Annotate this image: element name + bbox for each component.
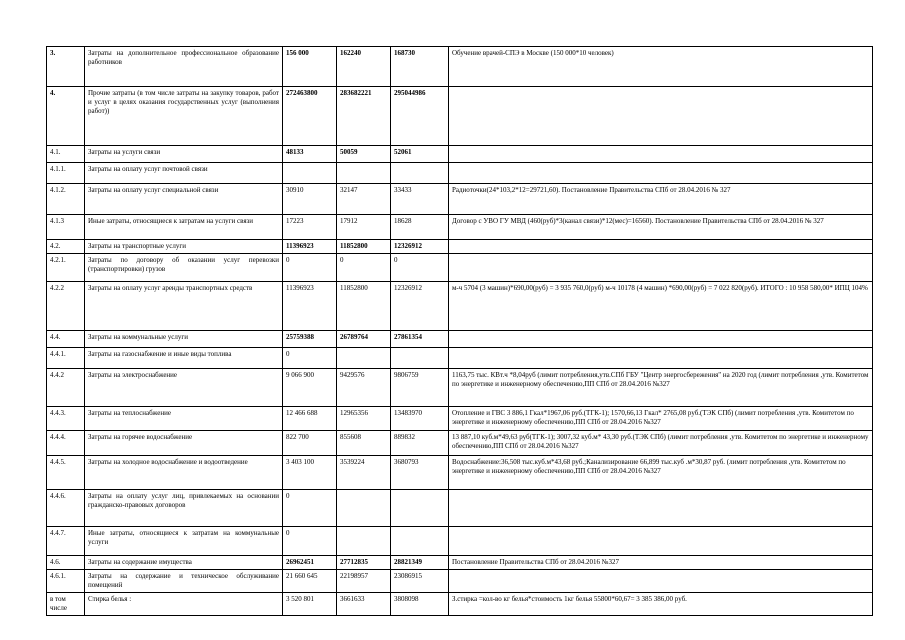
row-value-2: 162240: [337, 47, 391, 87]
row-code: 4.4.5.: [47, 456, 85, 490]
row-code: 4.4.4.: [47, 431, 85, 456]
row-value-3: 13483970: [391, 407, 449, 431]
row-note: 1163,75 тыс. КВт.ч *8,04руб (лимит потребления,утв.СПб ГБУ "Центр энергосбережения" на 2020 год (лимит потребления ,утв. Комитетом по энергетике и инженерному обеспечению,ПП СПб от 28.04.2016 №327: [449, 369, 873, 407]
table-row: [47, 47, 873, 87]
row-value-1: 25759388: [283, 331, 337, 348]
row-value-1: 0: [283, 348, 337, 369]
row-value-2: 3539224: [337, 456, 391, 490]
row-value-1: 48133: [283, 146, 337, 163]
row-note: Отопление и ГВС 3 886,1 Гкал*1967,06 руб.(ТГК-1); 1570,66,13 Гкал* 2765,08 руб.(ТЭК СПб) (лимит потребления ,утв. Комитетом по энергетике и инженерному обеспечению,ПП СПб от 28.04.2016 №327: [449, 407, 873, 431]
row-value-2: 11852800: [337, 282, 391, 331]
row-value-2: 9429576: [337, 369, 391, 407]
row-value-2: [337, 527, 391, 556]
row-name: Затраты на содержание и техническое обслуживание помещений: [85, 570, 283, 593]
row-value-1: 0: [283, 490, 337, 527]
row-value-1: [283, 163, 337, 184]
row-note: Постановление Правительства СПб от 28.04.2016 №327: [449, 556, 873, 570]
row-code: 3.: [47, 47, 85, 87]
table-row: [47, 163, 873, 184]
row-name: Иные затраты, относящиеся к затратам на услуги связи: [85, 215, 283, 240]
row-value-1: 11396923: [283, 240, 337, 254]
row-value-3: 18628: [391, 215, 449, 240]
row-value-2: 12965356: [337, 407, 391, 431]
row-value-3: 3808098: [391, 593, 449, 616]
row-code: 4.2.2: [47, 282, 85, 331]
row-value-1: 3 520 801: [283, 593, 337, 616]
table-row: [47, 407, 873, 431]
row-value-1: 21 660 645: [283, 570, 337, 593]
row-name: Затраты на газоснабжение и иные виды топлива: [85, 348, 283, 369]
row-value-3: 27861354: [391, 331, 449, 348]
row-note: З.стирка =кол-во кг белья*стоимость 1кг белья 55800*60,67= 3 385 386,00 руб.: [449, 593, 873, 616]
table-row: [47, 331, 873, 348]
table-row: [47, 254, 873, 282]
row-value-3: 12326912: [391, 282, 449, 331]
row-value-3: 23086915: [391, 570, 449, 593]
row-note: м-ч 5704 (3 машин)*690,00(руб) = 3 935 760,0(руб) м-ч 10178 (4 машин) *690,00(руб) = 7 022 820(руб). ИТОГО : 10 958 580,00* ИПЦ 104%: [449, 282, 873, 331]
row-name: Затраты на услуги связи: [85, 146, 283, 163]
row-value-2: 17912: [337, 215, 391, 240]
row-value-1: 30910: [283, 184, 337, 215]
row-name: Стирка белья :: [85, 593, 283, 616]
table-row: [47, 87, 873, 146]
row-code: 4.6.1.: [47, 570, 85, 593]
row-value-2: 50059: [337, 146, 391, 163]
row-note: Договор с УВО ГУ МВД (460(руб)*3(канал связи)*12(мес)=16560). Постановление Правительства СПб от 28.04.2016 № 327: [449, 215, 873, 240]
row-note: Радиоточки(24*103,2*12=29721,60). Постановление Правительства СПб от 28.04.2016 № 327: [449, 184, 873, 215]
row-value-2: 22198957: [337, 570, 391, 593]
row-code: 4.4.3.: [47, 407, 85, 431]
row-note: [449, 240, 873, 254]
row-note: [449, 527, 873, 556]
row-code: в том числе: [47, 593, 85, 616]
row-name: Затраты на оплату услуг лиц, привлекаемых на основании гражданско-правовых договоров: [85, 490, 283, 527]
row-code: 4.1.2.: [47, 184, 85, 215]
row-name: Затраты на дополнительное профессиональное образование работников: [85, 47, 283, 87]
row-value-2: 283682221: [337, 87, 391, 146]
row-code: 4.: [47, 87, 85, 146]
row-value-3: 52061: [391, 146, 449, 163]
row-code: 4.6.: [47, 556, 85, 570]
row-value-3: 9806759: [391, 369, 449, 407]
row-value-3: 295044986: [391, 87, 449, 146]
table-row: [47, 282, 873, 331]
row-name: Затраты по договору об оказании услуг перевозки (транспортировки) грузов: [85, 254, 283, 282]
row-name: Затраты на холодное водоснабжение и водоотведение: [85, 456, 283, 490]
row-value-1: 822 700: [283, 431, 337, 456]
row-value-1: 3 403 100: [283, 456, 337, 490]
row-code: 4.2.1.: [47, 254, 85, 282]
row-value-2: 11852800: [337, 240, 391, 254]
row-note: Обучение врачей-СПЭ в Москве (150 000*10 человек): [449, 47, 873, 87]
row-note: [449, 87, 873, 146]
row-note: [449, 254, 873, 282]
row-name: Затраты на оплату услуг аренды транспортных средств: [85, 282, 283, 331]
row-value-2: 27712835: [337, 556, 391, 570]
row-code: 4.4.1.: [47, 348, 85, 369]
budget-table: [46, 46, 873, 616]
table-row: [47, 570, 873, 593]
row-value-3: [391, 163, 449, 184]
row-note: [449, 348, 873, 369]
row-name: Затраты на горячее водоснабжение: [85, 431, 283, 456]
row-code: 4.2.: [47, 240, 85, 254]
row-code: 4.4.7.: [47, 527, 85, 556]
row-value-3: 889832: [391, 431, 449, 456]
row-note: Водоснабжение:36,508 тыс.куб.м*43,68 руб.;Канализирование 66,899 тыс.куб .м*30,87 руб. (лимит потребления ,утв. Комитетом по энергетике и инженерному обеспечению,ПП СПб от 28.04.2016 №327: [449, 456, 873, 490]
row-name: Иные затраты, относящиеся к затратам на коммунальные услуги: [85, 527, 283, 556]
row-note: 13 887,10 куб.м*49,63 руб(ТГК-1); 3007,32 куб.м* 43,30 руб.(ТЭК СПб) (лимит потребления ,утв. Комитетом по энергетике и инженерному обеспечению,ПП СПб от 28.04.2016 №327: [449, 431, 873, 456]
row-value-1: 272463800: [283, 87, 337, 146]
row-name: Затраты на оплату услуг специальной связи: [85, 184, 283, 215]
row-value-3: [391, 490, 449, 527]
row-note: [449, 163, 873, 184]
row-value-2: 32147: [337, 184, 391, 215]
table-row: [47, 556, 873, 570]
row-code: 4.1.: [47, 146, 85, 163]
row-name: Затраты на электроснабжение: [85, 369, 283, 407]
table-row: [47, 490, 873, 527]
row-value-1: 0: [283, 254, 337, 282]
row-value-3: 3680793: [391, 456, 449, 490]
row-note: [449, 570, 873, 593]
row-name: Затраты на теплоснабжение: [85, 407, 283, 431]
table-row: [47, 369, 873, 407]
row-note: [449, 146, 873, 163]
row-name: Затраты на транспортные услуги: [85, 240, 283, 254]
row-value-3: 33433: [391, 184, 449, 215]
row-code: 4.4.: [47, 331, 85, 348]
row-name: Прочие затраты (в том числе затраты на закупку товаров, работ и услуг в целях оказания государственных услуг (выполнения работ)): [85, 87, 283, 146]
row-value-1: 9 066 900: [283, 369, 337, 407]
row-value-1: 11396923: [283, 282, 337, 331]
row-name: Затраты на содержание имущества: [85, 556, 283, 570]
row-value-1: 0: [283, 527, 337, 556]
row-name: Затраты на коммунальные услуги: [85, 331, 283, 348]
row-value-3: 28821349: [391, 556, 449, 570]
table-row: [47, 431, 873, 456]
row-value-2: [337, 348, 391, 369]
table-row: [47, 184, 873, 215]
table-row: [47, 215, 873, 240]
row-value-3: 168730: [391, 47, 449, 87]
row-value-2: [337, 490, 391, 527]
row-value-1: 12 466 688: [283, 407, 337, 431]
table-row: [47, 527, 873, 556]
row-value-1: 17223: [283, 215, 337, 240]
table-row: [47, 593, 873, 616]
row-value-1: 156 000: [283, 47, 337, 87]
table-row: [47, 348, 873, 369]
row-note: [449, 490, 873, 527]
row-code: 4.4.6.: [47, 490, 85, 527]
row-value-2: 0: [337, 254, 391, 282]
row-value-3: [391, 348, 449, 369]
budget-table-body: [47, 47, 873, 616]
table-row: [47, 146, 873, 163]
table-row: [47, 456, 873, 490]
table-row: [47, 240, 873, 254]
row-value-2: 3661633: [337, 593, 391, 616]
row-code: 4.1.1.: [47, 163, 85, 184]
row-value-3: 12326912: [391, 240, 449, 254]
row-value-3: 0: [391, 254, 449, 282]
row-code: 4.1.3: [47, 215, 85, 240]
row-value-2: 26789764: [337, 331, 391, 348]
row-name: Затраты на оплату услуг почтовой связи: [85, 163, 283, 184]
row-note: [449, 331, 873, 348]
row-value-2: [337, 163, 391, 184]
row-value-2: 855608: [337, 431, 391, 456]
row-value-3: [391, 527, 449, 556]
row-code: 4.4.2: [47, 369, 85, 407]
row-value-1: 26962451: [283, 556, 337, 570]
